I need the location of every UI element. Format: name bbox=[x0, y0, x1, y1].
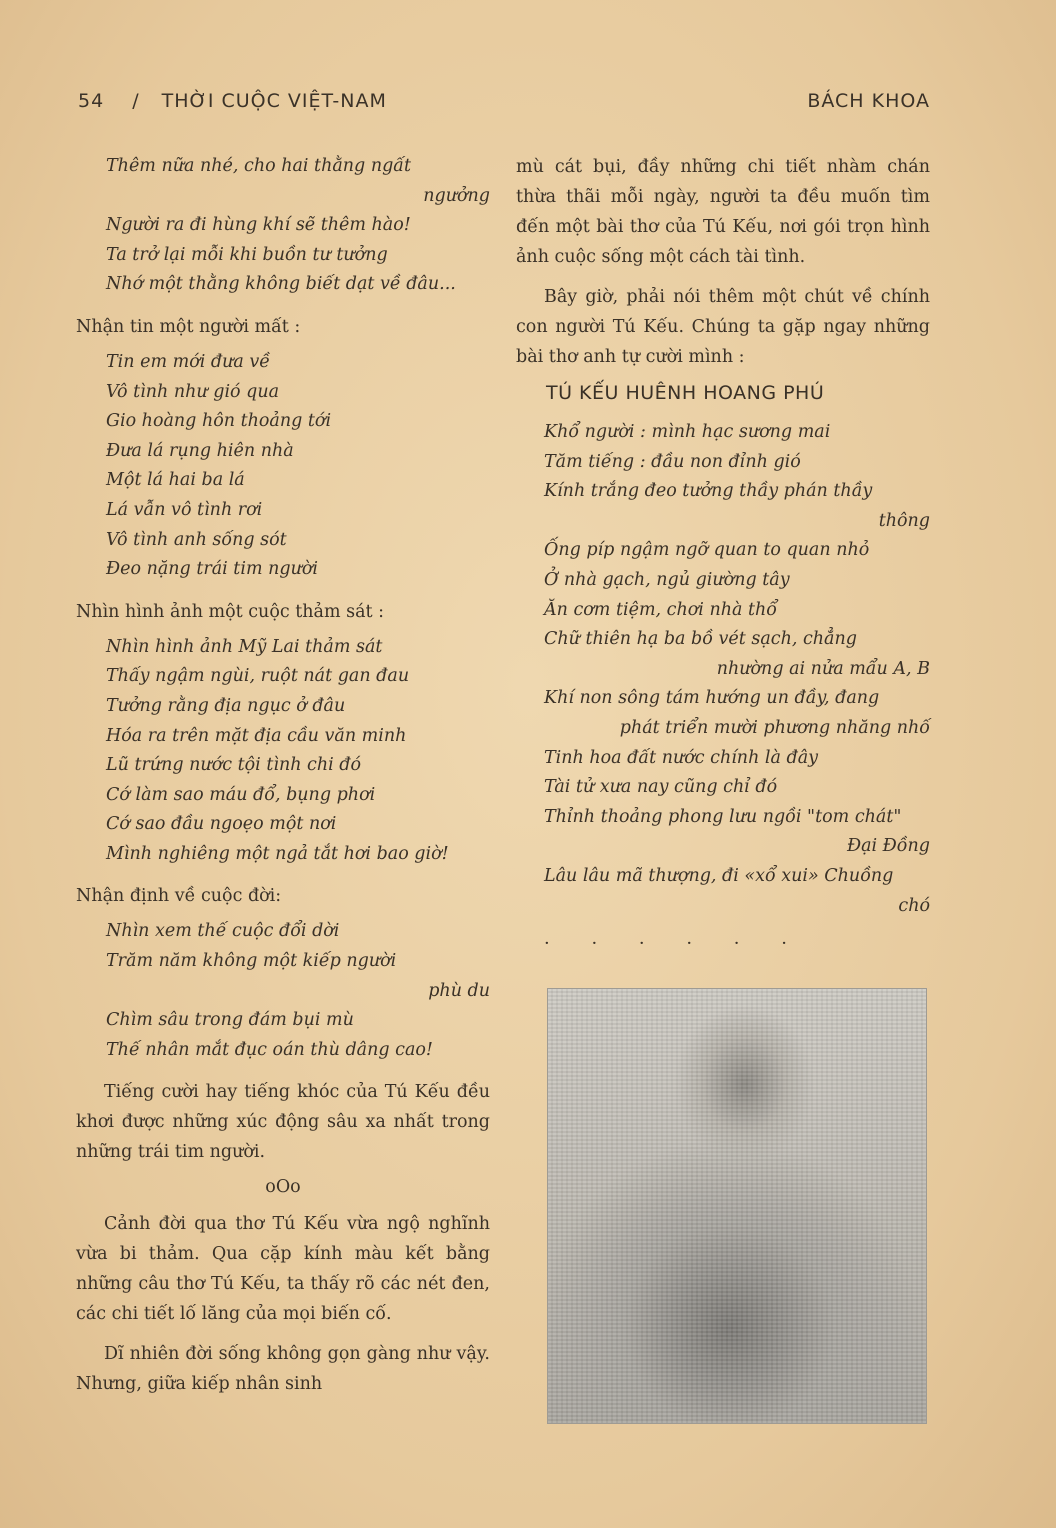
body-paragraph: Tiếng cười hay tiếng khóc của Tú Kếu đều khơi được những xúc động sâu xa nhất trong những trái tim người. bbox=[76, 1082, 490, 1163]
portrait-photo bbox=[547, 988, 927, 1424]
ellipsis-dots: · · · · · · bbox=[544, 933, 805, 955]
poem-line: nhường ai nửa mẩu A, B bbox=[716, 658, 930, 679]
section-intro: Nhận tin một người mất : bbox=[76, 316, 301, 337]
poem-title: TÚ KẾU HUÊNH HOANG PHÚ bbox=[546, 382, 825, 404]
verse-line: Vô tình anh sống sót bbox=[106, 529, 287, 550]
verse-line: Vô tình như gió qua bbox=[106, 381, 280, 402]
header-slash: / bbox=[132, 90, 140, 112]
verse-line: Đưa lá rụng hiên nhà bbox=[106, 440, 294, 461]
verse-line: Lá vẫn vô tình rơi bbox=[106, 499, 263, 520]
verse-line: Trăm năm không một kiếp người bbox=[106, 951, 397, 972]
section-intro: Nhìn hình ảnh một cuộc thảm sát : bbox=[76, 601, 385, 622]
poem-line: Thỉnh thoảng phong lưu ngồi "tom chát" bbox=[544, 806, 902, 827]
verse-line: Gio hoàng hôn thoảng tới bbox=[106, 411, 332, 432]
verse-line: ngưởng bbox=[423, 185, 490, 206]
poem-body bbox=[516, 418, 930, 921]
left-column bbox=[76, 152, 490, 1409]
verse-line: Người ra đi hùng khí sẽ thêm hào! bbox=[106, 215, 411, 236]
poem-line: Chữ thiên hạ ba bồ vét sạch, chẳng bbox=[544, 629, 857, 650]
poem-line: Tinh hoa đất nước chính là đây bbox=[544, 747, 819, 768]
verse-line: Thế nhân mắt đục oán thù dâng cao! bbox=[106, 1039, 433, 1060]
verse-line: Tưởng rằng địa ngục ở đâu bbox=[106, 695, 346, 716]
verse-line: Thấy ngậm ngùi, ruột nát gan đau bbox=[106, 666, 410, 687]
poem-line: Ăn cơm tiệm, chơi nhà thổ bbox=[544, 599, 777, 620]
poem-line: Tài tử xưa nay cũng chỉ đó bbox=[544, 777, 778, 798]
verse-farewell bbox=[76, 152, 490, 300]
verse-line: Thêm nữa nhé, cho hai thằng ngất bbox=[106, 156, 412, 176]
poem-line: thông bbox=[878, 510, 930, 531]
verse-line: Mình nghiêng một ngả tắt hơi bao giờ! bbox=[106, 843, 449, 864]
publication-name: BÁCH KHOA bbox=[807, 90, 930, 112]
verse-life bbox=[76, 917, 490, 1065]
photo-grain bbox=[548, 989, 926, 1423]
body-paragraph: Bây giờ, phải nói thêm một chút về chính con người Tú Kếu. Chúng ta gặp ngay những bài thơ anh tự cười mình : bbox=[516, 287, 930, 367]
verse-line: phù du bbox=[428, 980, 490, 1001]
verse-line: Chìm sâu trong đám bụi mù bbox=[106, 1010, 354, 1031]
verse-line: Nhớ một thằng không biết dạt về đâu... bbox=[106, 274, 456, 295]
section-title: THỜI CUỘC VIỆT-NAM bbox=[161, 90, 387, 112]
verse-line: Nhìn xem thế cuộc đổi dời bbox=[106, 921, 340, 942]
verse-line: Cớ sao đầu ngoẹo một nơi bbox=[106, 814, 337, 835]
page-number: 54 bbox=[78, 90, 105, 112]
body-paragraph: Dĩ nhiên đời sống không gọn gàng như vậy. Nhưng, giữa kiếp nhân sinh bbox=[76, 1344, 490, 1395]
poem-line: Khí non sông tám hướng un đầy, đang bbox=[544, 688, 880, 709]
verse-massacre bbox=[76, 633, 490, 870]
poem-line: Lâu lâu mã thượng, đi «xổ xui» Chuồng bbox=[544, 865, 894, 886]
section-separator: oOo bbox=[265, 1177, 301, 1198]
body-paragraph: mù cát bụi, đầy những chi tiết nhàm chán thừa thãi mỗi ngày, người ta đều muốn tìm đến một bài thơ của Tú Kếu, nơi gói trọn hình ảnh cuộc sống một cách tài tình. bbox=[516, 157, 930, 267]
poem-line: Kính trắng đeo tưởng thầy phán thầy bbox=[544, 481, 873, 502]
verse-line: Hóa ra trên mặt địa cầu văn minh bbox=[106, 725, 407, 746]
poem-line: Khổ người : mình hạc sương mai bbox=[544, 422, 831, 442]
body-paragraph: Cảnh đời qua thơ Tú Kếu vừa ngộ nghĩnh vừa bi thảm. Qua cặp kính màu kết bằng những câu thơ Tú Kếu, ta thấy rõ các nét đen, các chi tiết lố lăng của mọi biến cố. bbox=[76, 1214, 490, 1325]
poem-line: Ở nhà gạch, ngủ giường tây bbox=[544, 569, 790, 590]
verse-line: Cớ làm sao máu đổ, bụng phơi bbox=[106, 784, 376, 805]
header-left bbox=[78, 90, 387, 112]
verse-line: Ta trở lại mỗi khi buồn tư tưởng bbox=[106, 244, 388, 265]
section-intro: Nhận định về cuộc đời: bbox=[76, 886, 282, 907]
verse-line: Một lá hai ba lá bbox=[106, 470, 245, 491]
verse-death-news bbox=[76, 348, 490, 585]
verse-line: Nhìn hình ảnh Mỹ Lai thảm sát bbox=[106, 636, 383, 657]
page-header bbox=[78, 90, 930, 118]
poem-line: Đại Đồng bbox=[846, 836, 930, 857]
poem-line: chó bbox=[898, 895, 930, 916]
poem-line: phát triển mười phương nhăng nhố bbox=[619, 717, 930, 738]
poem-line: Ống píp ngậm ngỡ quan to quan nhỏ bbox=[544, 540, 870, 561]
verse-line: Lũ trứng nước tội tình chi đó bbox=[106, 755, 362, 776]
poem-line: Tăm tiếng : đầu non đỉnh gió bbox=[544, 451, 801, 472]
verse-line: Tin em mới đưa về bbox=[106, 351, 271, 372]
verse-line: Đeo nặng trái tim người bbox=[106, 559, 318, 580]
right-column bbox=[516, 152, 930, 954]
